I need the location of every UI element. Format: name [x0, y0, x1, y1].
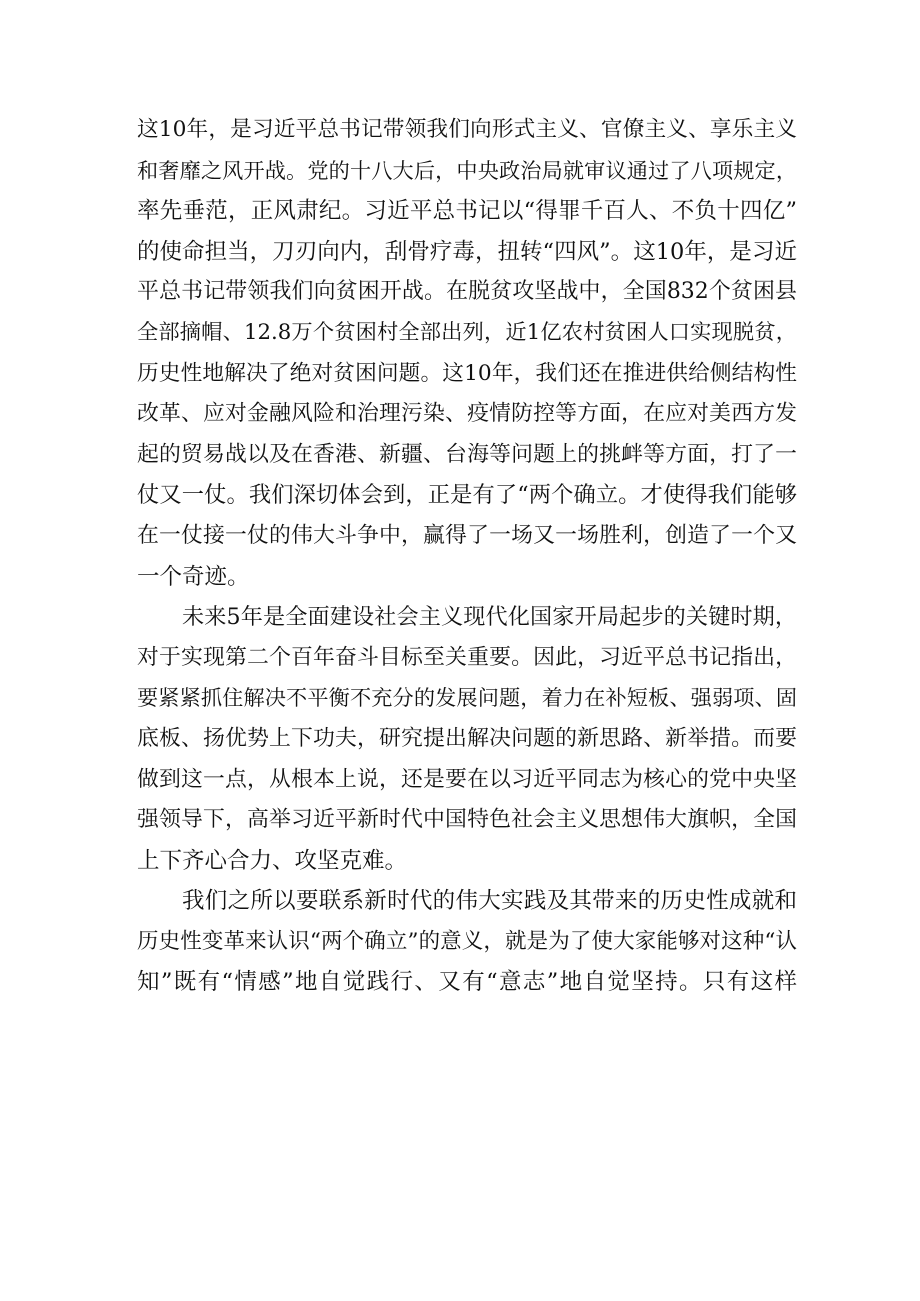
text-line: 做到这一点，从根本上说，还是要在以习近平同志为核心的党中央坚 [137, 766, 797, 792]
text-line: 平总书记带领我们向贫困开战。在脱贫攻坚战中，全国832个贫困县 [137, 279, 797, 305]
text-line: 仗又一仗。我们深切体会到，正是有了“两个确立。才使得我们能够 [137, 482, 797, 509]
text-line: 一个奇迹。 [137, 563, 250, 590]
text-line: 的使命担当，刀刃向内，刮骨疗毒，扭转“四风”。这10年，是习近 [137, 238, 797, 265]
paragraph-1 [137, 110, 797, 597]
text-line: 率先垂范，正风肃纪。习近平总书记以“得罪千百人、不负十四亿” [137, 198, 797, 225]
text-line: 和奢靡之风开战。党的十八大后，中央政治局就审议通过了八项规定， [137, 157, 797, 183]
text-line: 这10年，是习近平总书记带领我们向形式主义、官僚主义、享乐主义 [137, 117, 797, 142]
text-line: 我们之所以要联系新时代的伟大实践及其带来的历史性成就和 [182, 888, 797, 915]
text-line: 要紧紧抓住解决不平衡不充分的发展问题，着力在补短板、强弱项、固 [137, 685, 797, 711]
text-line: 未来5年是全面建设社会主义现代化国家开局起步的关键时期， [182, 604, 797, 631]
text-line: 底板、扬优势上下功夫，研究提出解决问题的新思路、新举措。而要 [137, 725, 797, 751]
text-line: 知”既有“情感”地自觉践行、又有“意志”地自觉坚持。只有这样 [137, 969, 797, 996]
document-body [137, 110, 797, 1003]
text-line: 起的贸易战以及在香港、新疆、台海等问题上的挑衅等方面，打了一 [137, 441, 797, 467]
text-line: 对于实现第二个百年奋斗目标至关重要。因此，习近平总书记指出， [137, 644, 797, 670]
text-line: 改革、应对金融风险和治理污染、疫情防控等方面，在应对美西方发 [137, 401, 797, 427]
paragraph-3 [137, 881, 797, 1003]
text-line: 历史性变革来认识“两个确立”的意义，就是为了使大家能够对这种“认 [137, 928, 797, 954]
paragraph-2 [137, 597, 797, 881]
text-line: 历史性地解决了绝对贫困问题。这10年，我们还在推进供给侧结构性 [137, 360, 797, 386]
text-line: 上下齐心合力、攻坚克难。 [137, 847, 408, 874]
text-line: 强领导下，高举习近平新时代中国特色社会主义思想伟大旗帜，全国 [137, 807, 797, 833]
text-line: 全部摘帽、12.8万个贫困村全部出列，近1亿农村贫困人口实现脱贫， [137, 319, 797, 345]
text-line: 在一仗接一仗的伟大斗争中，赢得了一场又一场胜利，创造了一个又 [137, 522, 797, 548]
